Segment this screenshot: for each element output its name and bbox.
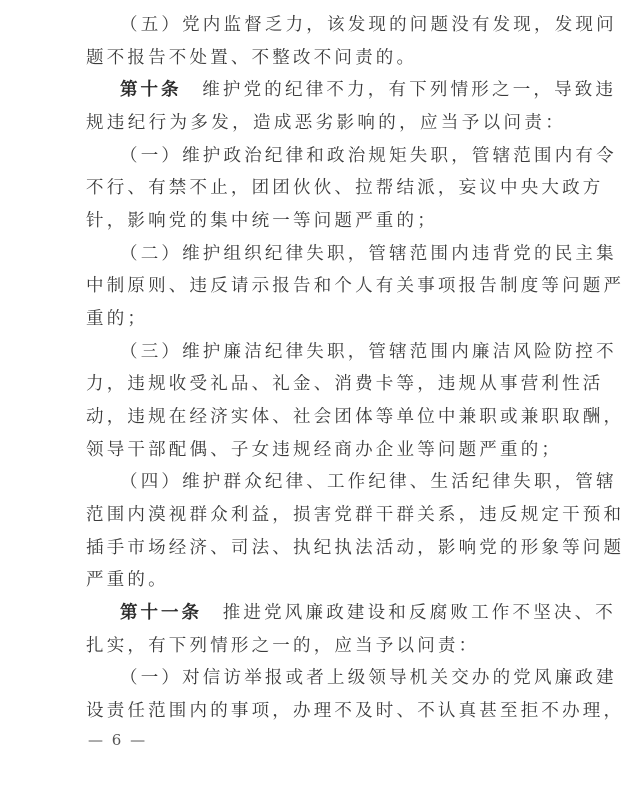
article-heading: 第十一条: [120, 603, 202, 623]
article-line: [120, 602, 617, 624]
text-line: 严重的。: [86, 570, 169, 590]
text-segment: 维护党的纪律不力，有下列情形之一，导致违: [202, 80, 617, 100]
text-line: （二）维护组织纪律失职，管辖范围内违背党的民主集: [120, 244, 617, 264]
text-line: 范围内漠视群众利益，损害党群干群关系，违反规定干预和: [86, 505, 625, 525]
text-line: （五）党内监督乏力，该发现的问题没有发现，发现问: [120, 15, 617, 35]
page-number: — 6 —: [88, 731, 148, 749]
text-line: 规违纪行为多发，造成恶劣影响的，应当予以问责：: [86, 113, 566, 133]
text-line: （三）维护廉洁纪律失职，管辖范围内廉洁风险防控不: [120, 342, 617, 362]
text-line: 领导干部配偶、子女违规经商办企业等问题严重的；: [86, 440, 563, 460]
text-line: （一）对信访举报或者上级领导机关交办的党风廉政建: [120, 668, 617, 688]
text-segment: 推进党风廉政建设和反腐败工作不坚决、不: [222, 603, 617, 623]
article-line: [120, 79, 617, 101]
text-line: （一）维护政治纪律和政治规矩失职，管辖范围内有令: [120, 146, 617, 166]
text-line: 重的；: [86, 309, 149, 329]
text-line: 力，违规收受礼品、礼金、消费卡等，违规从事营利性活: [86, 374, 604, 394]
text-line: 中制原则、违反请示报告和个人有关事项报告制度等问题严: [86, 276, 625, 296]
text-line: 插手市场经济、司法、执纪执法活动，影响党的形象等问题: [86, 538, 625, 558]
text-line: 扎实，有下列情形之一的，应当予以问责：: [86, 636, 480, 656]
text-line: 针，影响党的集中统一等问题严重的；: [86, 211, 438, 231]
text-line: 动，违规在经济实体、社会团体等单位中兼职或兼职取酬，: [86, 407, 625, 427]
text-line: 设责任范围内的事项，办理不及时、不认真甚至拒不办理，: [86, 701, 625, 721]
article-heading: 第十条: [120, 80, 182, 100]
text-line: 不行、有禁不止，团团伙伙、拉帮结派，妄议中央大政方: [86, 178, 604, 198]
text-line: （四）维护群众纪律、工作纪律、生活纪律失职，管辖: [120, 472, 617, 492]
text-line: 题不报告不处置、不整改不问责的。: [86, 48, 418, 68]
